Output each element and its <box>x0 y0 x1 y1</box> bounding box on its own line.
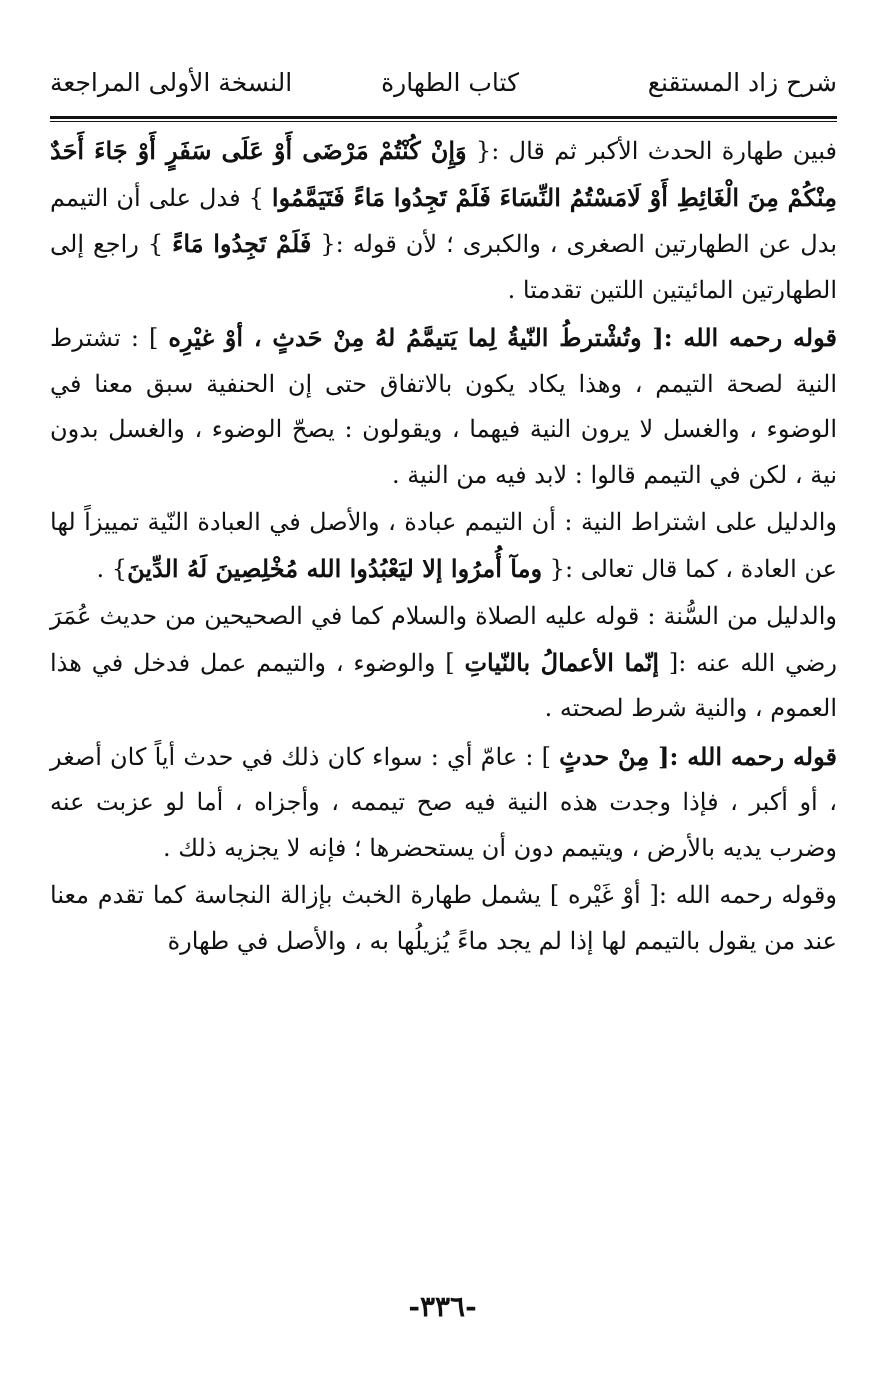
bold-text-segment: فَلَمْ تَجِدُوا مَاءً <box>172 229 312 258</box>
paragraph <box>50 128 837 313</box>
text-segment: ] : تشترط النية لصحة التيمم ، وهذا يكاد يكون بالاتفاق حتى إن الحنفية سبق معنا في الوضوء ، والغسل لا يرون النية فيهما ، ويقولون : يصحّ الوضوء ، والغسل بدون نية ، لكن في التيمم قالوا : لابد فيه من النية . <box>50 324 837 489</box>
bold-text-segment: وتُشْترطُ النّيةُ لِما يَتيمَّمُ لهُ مِنْ حَدثٍ ، أوْ غيْرِه <box>168 323 642 352</box>
text-segment: وقوله رحمه الله :[ أوْ غَيْره ] يشمل طهارة الخبث بإزالة النجاسة كما تقدم معنا عند من يقول بالتيمم لها إذا لم يجد ماءً يُزيلُها به ، والأصل في طهارة <box>50 881 837 955</box>
bold-text-segment: مِنْ حدثٍ <box>559 741 650 771</box>
header-rule <box>50 116 837 119</box>
page-number: -٣٣٦- <box>408 1290 477 1323</box>
bold-text-segment: قوله رحمه الله :[ <box>641 323 837 352</box>
header-rule-thin <box>50 121 837 122</box>
header-edition-note: النسخة الأولى المراجعة <box>50 68 293 97</box>
text-segment: } فدل على أن التيمم بدل عن الطهارتين الصغرى ، والكبرى ؛ لأن قوله :{ <box>50 183 837 258</box>
text-segment: ] والوضوء ، والتيمم عمل فدخل في هذا العموم ، والنية شرط لصحته . <box>50 648 837 722</box>
text-segment: ] : عامّ أي : سواء كان ذلك في حدث أياً كان أصغر ، أو أكبر ، فإذا وجدت هذه النية فيه صح تيممه ، وأجزاه ، أما لو عزبت عنه وضرب يديه بالأرض ، ويتيمم دون أن يستحضرها ؛ فإنه لا يجزيه ذلك . <box>50 742 837 862</box>
text-segment: والدليل من السُّنة : قوله عليه الصلاة والسلام كما في الصحيحين من حديث عُمَرَ رضي الله عنه :[ <box>50 602 837 677</box>
header-chapter-title: كتاب الطهارة <box>381 68 519 97</box>
page-header <box>50 60 837 110</box>
text-segment: والدليل على اشتراط النية : أن التيمم عبادة ، والأصل في العبادة النّية تمييزاً لها عن العادة ، كما قال تعالى :{ <box>50 508 837 583</box>
bold-text-segment: ومآ أُمرُوا إلا ليَعْبُدُوا الله مُخْلِصِينَ لَهُ الدِّينَ <box>127 553 543 583</box>
body-text <box>50 128 837 966</box>
paragraph <box>50 500 837 592</box>
text-segment: } راجع إلى الطهارتين المائيتين اللتين تقدمتا . <box>50 230 837 304</box>
header-book-title: شرح زاد المستقنع <box>647 68 837 97</box>
text-segment: } . <box>96 554 128 583</box>
bold-text-segment: قوله رحمه الله :[ <box>649 741 837 771</box>
paragraph <box>50 734 837 872</box>
paragraph <box>50 873 837 964</box>
text-segment: فبين طهارة الحدث الأكبر ثم قال :{ <box>466 137 837 165</box>
paragraph <box>50 594 837 732</box>
bold-text-segment: وَإِنْ كُنْتُمْ مَرْضَى أَوْ عَلَى سَفَرٍ أَوْ جَاءَ أَحَدٌ مِنْكُمْ مِنَ الْغَائِطِ أَوْ لَامَسْتُمُ النِّسَاءَ فَلَمْ تَجِدُوا مَاءً فَتَيَمَّمُوا <box>50 136 838 212</box>
paragraph <box>50 315 837 498</box>
bold-text-segment: إنّما الأعمالُ بالنّياتِ <box>464 647 660 677</box>
